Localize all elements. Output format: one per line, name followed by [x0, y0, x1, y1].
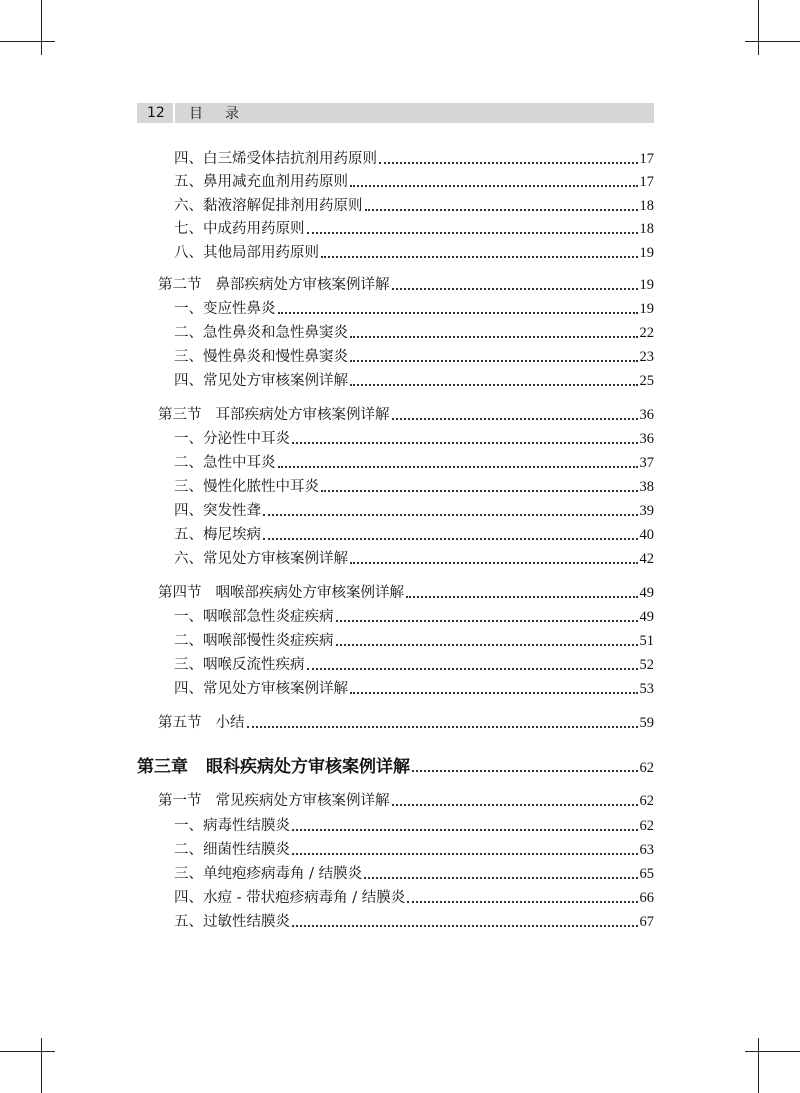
toc-entry-page: 36 — [639, 407, 654, 423]
toc-entry-page: 66 — [639, 890, 654, 906]
toc-entry-title — [174, 911, 290, 933]
toc-entry-label: 四、突发性聋 — [174, 503, 261, 519]
dot-leader — [321, 256, 638, 258]
toc-entry-title — [174, 630, 334, 652]
toc-entry-title — [158, 790, 390, 812]
toc-entry-page: 22 — [639, 325, 654, 341]
toc-entry-item — [174, 887, 654, 909]
toc-entry-item — [174, 500, 654, 522]
toc-entry-page: 19 — [639, 277, 654, 293]
toc-entry-item — [174, 630, 654, 652]
toc-entry-page: 49 — [639, 585, 654, 601]
dot-leader — [278, 312, 638, 314]
toc-entry-label: 五、鼻用减充血剂用药原则 — [174, 174, 348, 190]
toc-entry-item — [174, 654, 654, 676]
dot-leader — [263, 514, 638, 516]
toc-entry-item — [174, 678, 654, 700]
toc-entry-item — [174, 171, 654, 193]
toc-entry-title — [158, 712, 245, 734]
toc-entry-page: 36 — [639, 431, 654, 447]
toc-entry-page: 19 — [639, 301, 654, 317]
toc-entry-page: 53 — [639, 681, 654, 697]
toc-entry-title — [174, 195, 363, 217]
toc-entry-item — [174, 218, 654, 240]
dot-leader — [292, 853, 638, 855]
toc-entry-label: 二、急性鼻炎和急性鼻窦炎 — [174, 325, 348, 341]
toc-entry-label: 四、白三烯受体拮抗剂用药原则 — [174, 151, 377, 167]
toc-entry-item — [174, 428, 654, 450]
toc-entry-item — [174, 524, 654, 546]
dot-leader — [406, 596, 638, 598]
toc-entry-page: 25 — [639, 373, 654, 389]
dot-leader — [407, 901, 637, 903]
toc-entry-page: 65 — [639, 866, 654, 882]
toc-entry-number: 第三节 — [158, 407, 202, 423]
toc-entry-title — [174, 322, 348, 344]
toc-entry-number: 第二节 — [158, 277, 202, 293]
dot-leader — [365, 209, 638, 211]
running-header — [137, 103, 654, 123]
dot-leader — [307, 232, 638, 234]
toc-entry-title — [174, 346, 348, 368]
toc-entry-title — [174, 171, 348, 193]
toc-entry-page: 59 — [639, 715, 654, 731]
toc-entry-title — [174, 428, 290, 450]
toc-entry-page: 19 — [639, 245, 654, 261]
toc-entry-label: 六、常见处方审核案例详解 — [174, 551, 348, 567]
toc-entry-label: 咽喉部疾病处方审核案例详解 — [215, 585, 404, 601]
toc-entry-title — [174, 654, 305, 676]
toc-entry-label: 四、常见处方审核案例详解 — [174, 373, 348, 389]
dot-leader — [350, 336, 638, 338]
dot-leader — [350, 384, 638, 386]
toc-entry-title — [174, 452, 276, 474]
toc-entry-label: 七、中成药用药原则 — [174, 221, 305, 237]
toc-entry-label: 眼科疾病处方审核案例详解 — [206, 757, 410, 777]
dot-leader — [350, 562, 638, 564]
toc-entry-item — [174, 815, 654, 837]
toc-entry-item — [174, 298, 654, 320]
toc-entry-item — [174, 548, 654, 570]
dot-leader — [364, 877, 637, 879]
toc-entry-item — [174, 322, 654, 344]
toc-entry-title — [174, 476, 319, 498]
toc-entry-section — [158, 274, 654, 296]
toc-entry-label: 六、黏液溶解促排剂用药原则 — [174, 198, 363, 214]
toc-entry-title — [174, 887, 405, 909]
toc-entry-label: 三、慢性鼻炎和慢性鼻窦炎 — [174, 349, 348, 365]
dot-leader — [336, 644, 638, 646]
toc-entry-label: 常见疾病处方审核案例详解 — [215, 793, 390, 809]
toc-entry-title — [137, 756, 410, 778]
toc-entry-label: 二、细菌性结膜炎 — [174, 842, 290, 858]
dot-leader — [350, 185, 638, 187]
toc-entry-title — [174, 863, 362, 885]
toc-entry-section — [158, 404, 654, 426]
toc-entry-title — [158, 582, 404, 604]
toc-entry-label: 八、其他局部用药原则 — [174, 245, 319, 261]
dot-leader — [392, 804, 638, 806]
toc-entry-page: 23 — [639, 349, 654, 365]
toc-entry-item — [174, 839, 654, 861]
toc-entry-page: 39 — [639, 503, 654, 519]
toc-entry-label: 一、咽喉部急性炎症疾病 — [174, 609, 334, 625]
toc-entry-section — [158, 790, 654, 812]
toc-entry-page: 42 — [639, 551, 654, 567]
toc-entry-section — [158, 712, 654, 734]
toc-entry-number: 第四节 — [158, 585, 202, 601]
toc-entry-item — [174, 148, 654, 170]
toc-entry-item — [174, 346, 654, 368]
dot-leader — [292, 829, 638, 831]
toc-entry-item — [174, 606, 654, 628]
dot-leader — [247, 726, 638, 728]
toc-entry-page: 17 — [639, 151, 654, 167]
toc-entry-title — [174, 242, 319, 264]
toc-entry-page: 49 — [639, 609, 654, 625]
toc-entry-label: 二、咽喉部慢性炎症疾病 — [174, 633, 334, 649]
toc-entry-label: 五、过敏性结膜炎 — [174, 914, 290, 930]
toc-entry-item — [174, 863, 654, 885]
toc-entry-item — [174, 370, 654, 392]
toc-entry-number: 第五节 — [158, 715, 202, 731]
header-title: 目录 — [189, 106, 261, 122]
dot-leader — [263, 538, 638, 540]
toc-entry-title — [174, 524, 261, 546]
toc-entry-label: 二、急性中耳炎 — [174, 455, 276, 471]
toc-entry-page: 62 — [639, 760, 654, 776]
toc-entry-title — [174, 548, 348, 570]
toc-entry-title — [158, 404, 390, 426]
dot-leader — [392, 418, 638, 420]
page-number: 12 — [137, 103, 175, 123]
toc-entry-page: 51 — [639, 633, 654, 649]
toc-entry-title — [174, 839, 290, 861]
toc-entry-number: 第三章 — [137, 757, 188, 777]
toc-entry-page: 62 — [639, 793, 654, 809]
toc-entry-title — [174, 298, 276, 320]
toc-entry-label: 四、水痘 - 带状疱疹病毒角 / 结膜炎 — [174, 890, 406, 906]
dot-leader — [336, 620, 638, 622]
toc-entry-label: 耳部疾病处方审核案例详解 — [215, 407, 390, 423]
toc-entry-item — [174, 476, 654, 498]
toc-entry-title — [158, 274, 390, 296]
dot-leader — [392, 288, 638, 290]
dot-leader — [379, 162, 638, 164]
toc-entry-label: 三、咽喉反流性疾病 — [174, 657, 305, 673]
toc-entry-title — [174, 370, 348, 392]
toc-entry-label: 三、单纯疱疹病毒角 / 结膜炎 — [174, 866, 363, 882]
toc-entry-page: 63 — [639, 842, 654, 858]
toc-entry-page: 18 — [639, 198, 654, 214]
toc-entry-section — [158, 582, 654, 604]
toc-entry-page: 40 — [639, 527, 654, 543]
toc-entry-page: 67 — [639, 914, 654, 930]
toc-entry-title — [174, 678, 348, 700]
toc-entry-page: 38 — [639, 479, 654, 495]
toc-entry-item — [174, 911, 654, 933]
toc-entry-label: 鼻部疾病处方审核案例详解 — [215, 277, 390, 293]
dot-leader — [292, 442, 638, 444]
toc-entry-page: 17 — [639, 174, 654, 190]
toc-entry-page: 62 — [639, 818, 654, 834]
toc-entry-title — [174, 500, 261, 522]
dot-leader — [350, 360, 638, 362]
toc-entry-label: 五、梅尼埃病 — [174, 527, 261, 543]
toc-entry-item — [174, 452, 654, 474]
toc-entry-page: 18 — [639, 221, 654, 237]
toc-entry-label: 小结 — [215, 715, 245, 731]
toc-entry-chapter — [137, 756, 654, 778]
toc-entry-title — [174, 815, 290, 837]
toc-entry-title — [174, 606, 334, 628]
dot-leader — [278, 466, 638, 468]
toc-entry-label: 一、变应性鼻炎 — [174, 301, 276, 317]
toc-entry-item — [174, 195, 654, 217]
toc-entry-label: 四、常见处方审核案例详解 — [174, 681, 348, 697]
dot-leader — [350, 692, 638, 694]
toc-entry-title — [174, 218, 305, 240]
dot-leader — [292, 925, 638, 927]
toc-entry-label: 一、病毒性结膜炎 — [174, 818, 290, 834]
toc-entry-page: 37 — [639, 455, 654, 471]
toc-entry-title — [174, 148, 377, 170]
toc-entry-number: 第一节 — [158, 793, 202, 809]
toc-entry-label: 一、分泌性中耳炎 — [174, 431, 290, 447]
toc-entry-label: 三、慢性化脓性中耳炎 — [174, 479, 319, 495]
toc-entry-item — [174, 242, 654, 264]
dot-leader — [321, 490, 638, 492]
toc-entry-page: 52 — [639, 657, 654, 673]
dot-leader — [307, 668, 638, 670]
dot-leader — [412, 770, 638, 772]
